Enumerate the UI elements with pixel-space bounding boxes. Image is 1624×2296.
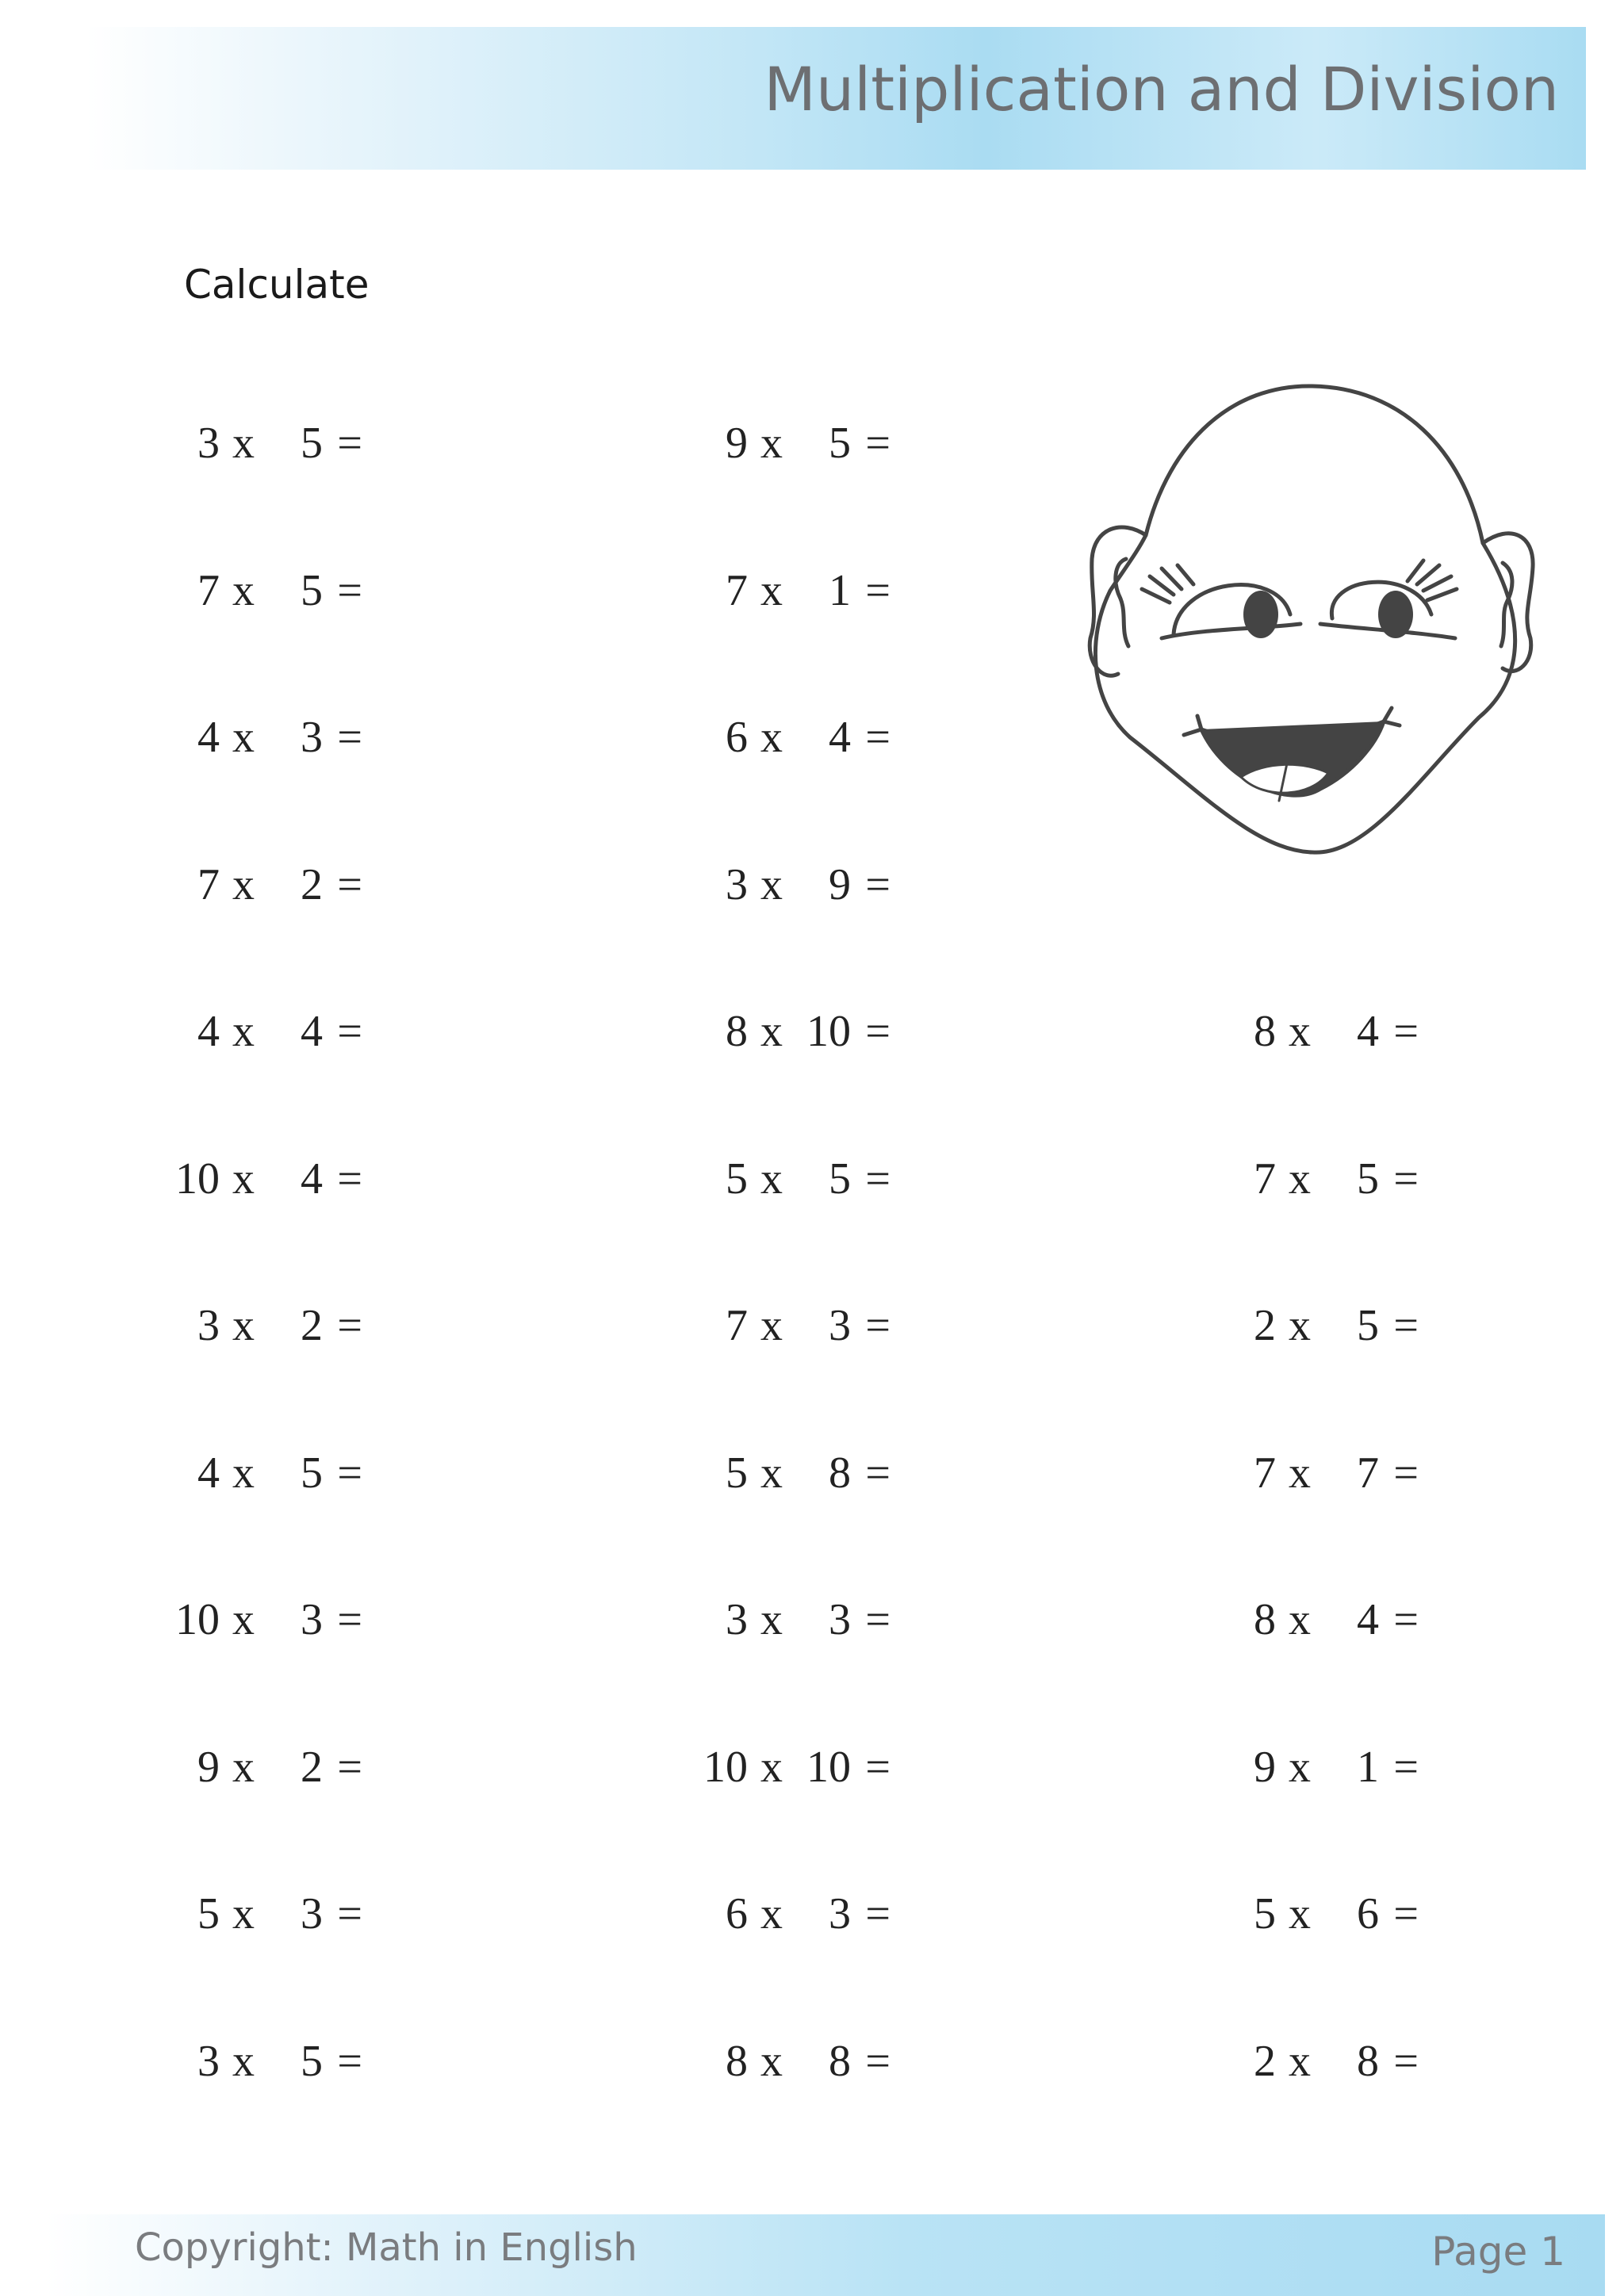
- problem-item: [692, 1006, 891, 1062]
- problem-operator: x: [232, 1301, 255, 1350]
- problem-operand-a: 2: [1254, 2036, 1276, 2086]
- problem-operand-a: 7: [1254, 1448, 1276, 1498]
- problem-item: [1220, 1300, 1419, 1356]
- problem-item: [692, 712, 891, 767]
- problem-operator: x: [1289, 1154, 1311, 1203]
- problem-operator: x: [232, 1154, 255, 1203]
- problem-equals: =: [865, 565, 891, 615]
- problem-operator: x: [1289, 2036, 1311, 2086]
- problem-operand-b: 5: [301, 2036, 323, 2086]
- problem-operator: x: [232, 1889, 255, 1938]
- problem-item: [1220, 1448, 1419, 1503]
- problem-operand-a: 9: [1254, 1742, 1276, 1792]
- problem-operator: x: [1289, 1889, 1311, 1938]
- problem-operand-a: 10: [703, 1742, 748, 1792]
- problem-operator: x: [232, 565, 255, 615]
- problem-operand-b: 4: [301, 1007, 323, 1056]
- problem-equals: =: [865, 713, 891, 762]
- problem-equals: =: [337, 2036, 362, 2086]
- problem-item: [164, 1006, 362, 1062]
- problem-operand-b: 4: [1357, 1595, 1379, 1644]
- problem-item: [692, 1448, 891, 1503]
- problem-equals: =: [1393, 2036, 1419, 2086]
- problem-equals: =: [1393, 1595, 1419, 1644]
- problem-item: [164, 418, 362, 473]
- problem-operand-b: 4: [829, 713, 851, 762]
- problem-equals: =: [337, 859, 362, 909]
- problem-operand-b: 2: [301, 859, 323, 909]
- problem-operand-a: 8: [1254, 1595, 1276, 1644]
- problem-equals: =: [865, 1742, 891, 1792]
- problem-operand-a: 8: [1254, 1007, 1276, 1056]
- problem-operand-a: 3: [197, 1301, 220, 1350]
- problem-item: [692, 1742, 891, 1797]
- problem-operand-a: 5: [1254, 1889, 1276, 1938]
- problem-operand-a: 7: [1254, 1154, 1276, 1203]
- problem-item: [164, 859, 362, 915]
- problem-operand-a: 10: [175, 1595, 220, 1644]
- problem-operand-a: 2: [1254, 1301, 1276, 1350]
- problem-item: [164, 1888, 362, 1944]
- problem-equals: =: [1393, 1301, 1419, 1350]
- problem-operand-a: 6: [726, 713, 748, 762]
- problem-operand-b: 8: [1357, 2036, 1379, 2086]
- problem-operand-b: 5: [301, 1448, 323, 1498]
- problem-equals: =: [865, 1301, 891, 1350]
- problem-operator: x: [232, 1448, 255, 1498]
- page-title: Multiplication and Division: [764, 54, 1559, 124]
- problem-equals: =: [1393, 1154, 1419, 1203]
- problem-item: [692, 1888, 891, 1944]
- problem-equals: =: [337, 1595, 362, 1644]
- problem-equals: =: [865, 1595, 891, 1644]
- problem-item: [1220, 1154, 1419, 1209]
- problem-operator: x: [232, 1007, 255, 1056]
- problem-operand-a: 7: [726, 1301, 748, 1350]
- problem-operand-b: 1: [829, 565, 851, 615]
- problem-item: [1220, 1742, 1419, 1797]
- problem-operand-b: 3: [829, 1595, 851, 1644]
- problem-operator: x: [1289, 1007, 1311, 1056]
- problem-operand-a: 4: [197, 713, 220, 762]
- problem-operator: x: [760, 1007, 783, 1056]
- problem-operator: x: [760, 1742, 783, 1792]
- problem-equals: =: [337, 713, 362, 762]
- problem-equals: =: [337, 1007, 362, 1056]
- problem-operand-b: 3: [301, 1889, 323, 1938]
- problem-item: [692, 859, 891, 915]
- problem-item: [164, 1742, 362, 1797]
- problem-operand-b: 5: [1357, 1154, 1379, 1203]
- problem-operator: x: [232, 713, 255, 762]
- problem-operand-b: 3: [829, 1889, 851, 1938]
- problem-item: [1220, 2036, 1419, 2091]
- problem-item: [692, 1300, 891, 1356]
- problem-operand-a: 8: [726, 1007, 748, 1056]
- problem-operator: x: [232, 1595, 255, 1644]
- problem-equals: =: [337, 1742, 362, 1792]
- problem-operator: x: [760, 419, 783, 468]
- problem-item: [692, 1154, 891, 1209]
- copyright-text: Copyright: Math in English: [135, 2225, 638, 2270]
- problem-operator: x: [232, 419, 255, 468]
- problem-operand-a: 7: [197, 859, 220, 909]
- problem-operand-a: 3: [197, 2036, 220, 2086]
- problem-operand-a: 5: [726, 1154, 748, 1203]
- problem-item: [164, 1300, 362, 1356]
- problem-operand-b: 2: [301, 1742, 323, 1792]
- problem-operand-b: 3: [829, 1301, 851, 1350]
- problem-operand-b: 1: [1357, 1742, 1379, 1792]
- problem-equals: =: [865, 419, 891, 468]
- problem-operand-b: 4: [301, 1154, 323, 1203]
- problem-item: [164, 712, 362, 767]
- problem-operand-b: 3: [301, 713, 323, 762]
- problem-operator: x: [760, 565, 783, 615]
- problem-operator: x: [760, 1889, 783, 1938]
- problem-operand-b: 2: [301, 1301, 323, 1350]
- problem-operand-a: 8: [726, 2036, 748, 2086]
- problem-equals: =: [337, 1301, 362, 1350]
- problem-operator: x: [1289, 1595, 1311, 1644]
- problem-operator: x: [232, 2036, 255, 2086]
- problem-equals: =: [865, 2036, 891, 2086]
- problem-equals: =: [1393, 1448, 1419, 1498]
- problem-operand-a: 7: [197, 565, 220, 615]
- problem-equals: =: [337, 419, 362, 468]
- problem-equals: =: [1393, 1742, 1419, 1792]
- problem-item: [692, 2036, 891, 2091]
- problem-equals: =: [865, 1889, 891, 1938]
- problem-operand-a: 7: [726, 565, 748, 615]
- problem-operand-b: 10: [806, 1742, 851, 1792]
- problem-operator: x: [760, 1448, 783, 1498]
- problem-operand-a: 3: [197, 419, 220, 468]
- problem-operand-b: 5: [829, 419, 851, 468]
- problem-operator: x: [760, 1595, 783, 1644]
- problem-operand-b: 9: [829, 859, 851, 909]
- problem-item: [692, 418, 891, 473]
- problem-item: [1220, 1888, 1419, 1944]
- problem-operand-b: 7: [1357, 1448, 1379, 1498]
- problem-operand-a: 3: [726, 1595, 748, 1644]
- problem-item: [164, 1594, 362, 1650]
- problem-equals: =: [337, 1448, 362, 1498]
- problem-equals: =: [1393, 1889, 1419, 1938]
- problem-operand-b: 8: [829, 1448, 851, 1498]
- problem-operator: x: [232, 859, 255, 909]
- problem-item: [1220, 1594, 1419, 1650]
- problem-equals: =: [865, 1154, 891, 1203]
- problem-operator: x: [1289, 1448, 1311, 1498]
- problem-operand-b: 5: [829, 1154, 851, 1203]
- problem-operand-b: 5: [301, 419, 323, 468]
- problem-operand-a: 5: [726, 1448, 748, 1498]
- problem-equals: =: [337, 565, 362, 615]
- problem-equals: =: [865, 1007, 891, 1056]
- problem-operand-a: 3: [726, 859, 748, 909]
- problem-operator: x: [760, 2036, 783, 2086]
- problem-item: [1220, 1006, 1419, 1062]
- page-header: [86, 27, 1586, 170]
- page-footer: [46, 2214, 1605, 2296]
- problem-item: [164, 565, 362, 621]
- problem-item: [164, 1154, 362, 1209]
- problem-equals: =: [865, 1448, 891, 1498]
- page-number: Page 1: [1431, 2229, 1565, 2275]
- problem-item: [692, 565, 891, 621]
- problem-operand-b: 10: [806, 1007, 851, 1056]
- problem-operator: x: [760, 1301, 783, 1350]
- problem-operator: x: [1289, 1742, 1311, 1792]
- problem-operand-a: 6: [726, 1889, 748, 1938]
- problem-operand-b: 4: [1357, 1007, 1379, 1056]
- problem-equals: =: [337, 1154, 362, 1203]
- problem-item: [164, 1448, 362, 1503]
- problem-operator: x: [760, 1154, 783, 1203]
- problem-equals: =: [1393, 1007, 1419, 1056]
- cartoon-face-icon: [1082, 377, 1542, 900]
- problem-operator: x: [1289, 1301, 1311, 1350]
- problem-equals: =: [337, 1889, 362, 1938]
- problem-operand-b: 5: [301, 565, 323, 615]
- problem-operand-a: 4: [197, 1448, 220, 1498]
- instruction-label: Calculate: [184, 262, 370, 308]
- problem-operand-a: 9: [197, 1742, 220, 1792]
- problem-operand-a: 5: [197, 1889, 220, 1938]
- problem-operand-b: 8: [829, 2036, 851, 2086]
- problem-equals: =: [865, 859, 891, 909]
- problem-operand-a: 9: [726, 419, 748, 468]
- problem-operand-b: 6: [1357, 1889, 1379, 1938]
- problem-operator: x: [232, 1742, 255, 1792]
- problem-item: [692, 1594, 891, 1650]
- problem-operator: x: [760, 859, 783, 909]
- problem-operand-a: 4: [197, 1007, 220, 1056]
- problem-operand-b: 5: [1357, 1301, 1379, 1350]
- problem-item: [164, 2036, 362, 2091]
- problem-operand-b: 3: [301, 1595, 323, 1644]
- problem-operand-a: 10: [175, 1154, 220, 1203]
- problem-operator: x: [760, 713, 783, 762]
